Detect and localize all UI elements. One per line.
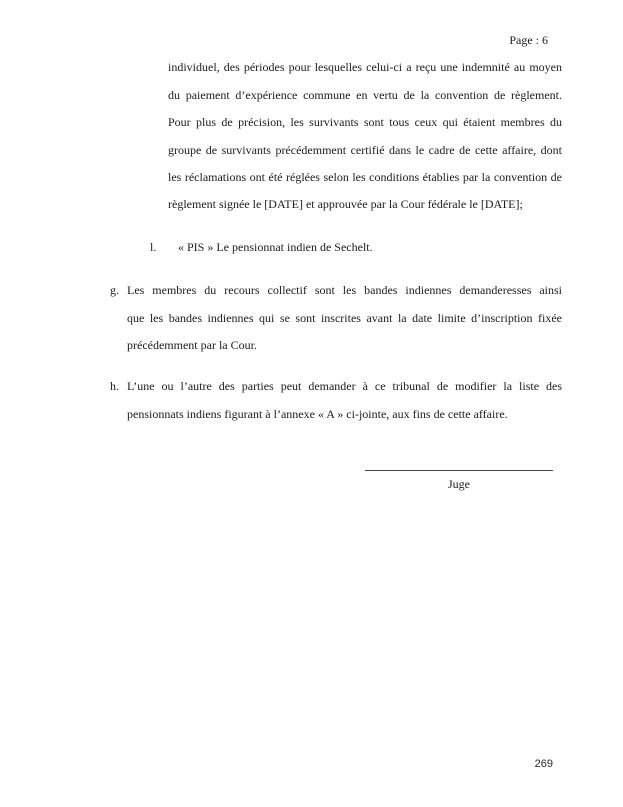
text-line: Pour plus de précision, les survivants sont tous ceux qui étaient membres du	[168, 115, 562, 130]
text-line: les réclamations ont été réglées selon les conditions établies par la convention de	[168, 169, 562, 184]
signature-block	[365, 470, 553, 498]
text-line: règlement signée le [DATE] et approuvée par la Cour fédérale le [DATE];	[168, 197, 523, 212]
signature-caption: Juge	[448, 477, 470, 492]
page-header-label: Page : 6	[509, 33, 548, 47]
text-line: précédemment par la Cour.	[127, 337, 257, 352]
list-item-text	[127, 277, 562, 359]
list-item-marker: h.	[110, 379, 119, 394]
list-item-text: « PIS » Le pensionnat indien de Sechelt.	[178, 239, 373, 254]
text-line: du paiement d’expérience commune en vertu de la convention de règlement.	[168, 87, 562, 102]
text-line: L’une ou l’autre des parties peut demander à ce tribunal de modifier la liste des	[127, 379, 562, 394]
footer-page-number	[535, 757, 553, 771]
text-line: pensionnats indiens figurant à l’annexe « A » ci-jointe, aux fins de cette affaire.	[127, 406, 508, 421]
list-item-marker: g.	[110, 283, 119, 298]
footer-page-number-text: 269	[534, 758, 553, 770]
text-line: individuel, des périodes pour lesquelles celui-ci a reçu une indemnité au moyen	[168, 60, 562, 75]
text-line: que les bandes indiennes qui se sont inscrites avant la date limite d’inscription fixée	[127, 310, 562, 325]
list-item-text	[127, 373, 562, 428]
text-line: groupe de survivants précédemment certifié dans le cadre de cette affaire, dont	[168, 142, 562, 157]
page-header	[0, 27, 548, 54]
body-paragraph	[168, 54, 562, 218]
list-item-marker: l.	[150, 239, 157, 254]
list-item-g	[110, 277, 562, 359]
text-line: Les membres du recours collectif sont les bandes indiennes demanderesses ainsi	[127, 283, 562, 298]
list-item-l	[150, 234, 623, 261]
list-item-h	[110, 373, 562, 428]
